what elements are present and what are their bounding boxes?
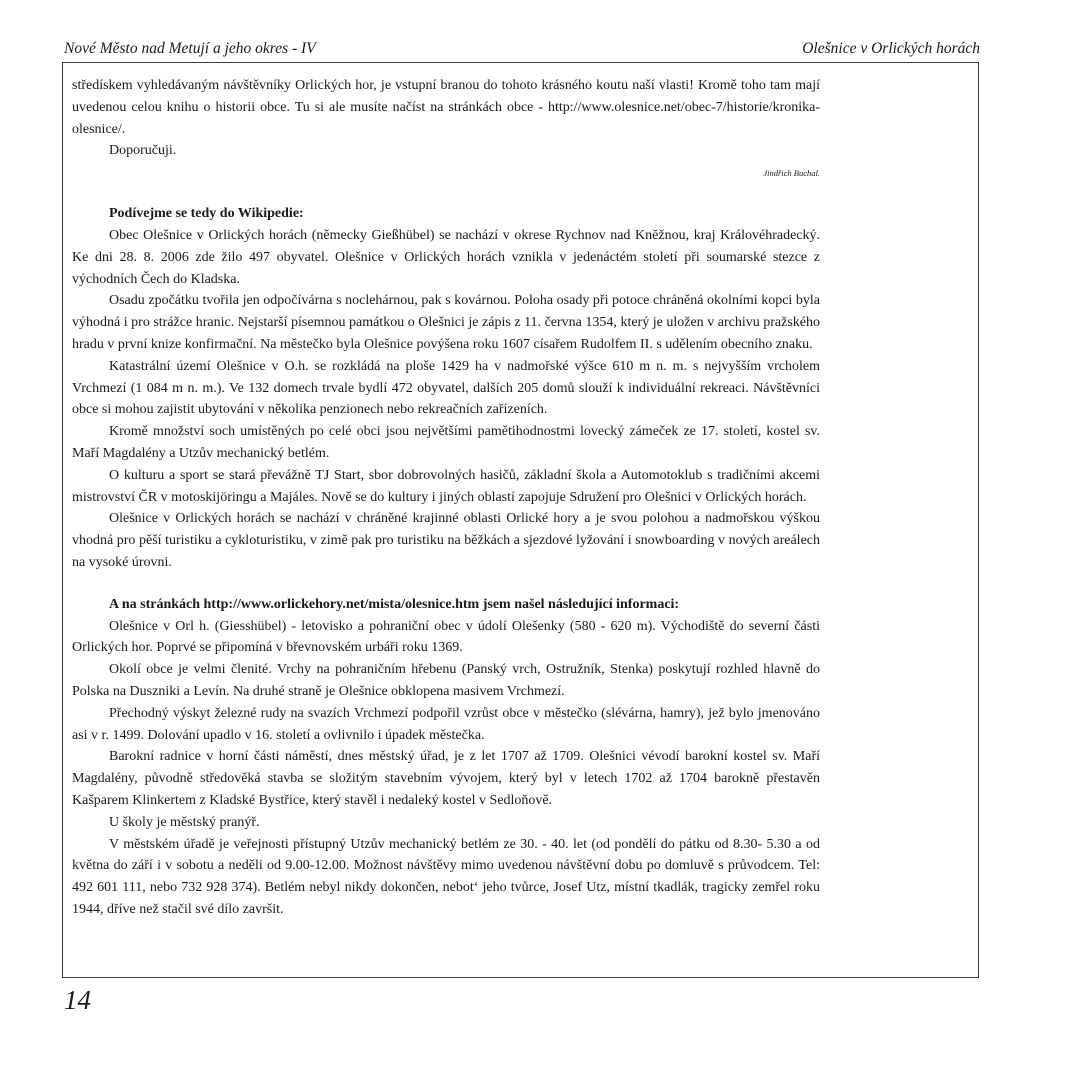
orlickehory-paragraph: V městském úřadě je veřejnosti přístupný Utzův mechanický betlém ze 30. - 40. let (od pondělí do pátku od 8.30- 5.30 a od května do září i v sobotu a neděli od 9.00-12.00. Možnost návštěvy mimo uvedenou návštěvní dobu po domluvě s průvodcem. Tel: 492 601 111, nebo 732 928 374). Betlém nebyl nikdy dokončen, nebot‘ jeho tvůrce, Josef Utz, místní tkadlák, tragicky zemřel roku 1944, dříve než stačil své dílo završit. bbox=[72, 836, 820, 917]
wikipedia-paragraph: Obec Olešnice v Orlických horách (německy Gießhübel) se nachází v okrese Rychnov nad Kněžnou, kraj Královéhradecký. Ke dni 28. 8. 2006 zde žilo 497 obyvatel. Olešnice v Orlických horách vznikla v jedenáctém století při soumarské stezce z východních Čech do Kladska. bbox=[72, 227, 820, 287]
intro-paragraph: středískem vyhledávaným návštěvníky Orlických hor, je vstupní branou do tohoto krásného koutu naší vlasti! Kromě toho tam mají uvedenou celou knihu o historii obce. Tu si ale musíte načíst na stránkách obce - http://www.olesnice.net/obec-7/historie/kronika-olesnice/. bbox=[72, 78, 820, 137]
wikipedia-paragraph: O kulturu a sport se stará převážně TJ Start, sbor dobrovolných hasičů, základní škola a Automotoklub s tradičními akcemi mistrovství ČR v motoskijöringu a Majáles. Nově se do kultury i jiných oblastí zapojuje Sdružení pro Olešnici v Orlických horách. bbox=[72, 467, 820, 505]
header-book-title: Nové Město nad Metují a jeho okres - IV bbox=[64, 40, 316, 57]
page-number: 14 bbox=[64, 985, 91, 1015]
orlickehory-paragraph: Přechodný výskyt železné rudy na svazích Vrchmezí podpořil vzrůst obce v městečko (slévárna, hamry), jež bylo jmenováno asi v r. 1499. Dolování upadlo v 16. století a ovlivnilo i úpadek městečka. bbox=[72, 705, 820, 743]
header-chapter-title: Olešnice v Orlických horách bbox=[802, 40, 980, 57]
article-body bbox=[72, 75, 820, 921]
orlickehory-paragraph: Barokní radnice v horní části náměstí, dnes městský úřad, je z let 1707 až 1709. Olešnici vévodí barokní kostel sv. Maří Magdalény, původně středověká stavba se složitým stavebním vývojem, který byl v letech 1702 až 1704 barokně přestavěn Kašparem Klinkertem z Kladské Bystřice, který stavěl i nedaleký kostel v Sedloňově. bbox=[72, 749, 820, 808]
wikipedia-paragraph: Katastrální území Olešnice v O.h. se rozkládá na ploše 1429 ha v nadmořské výšce 610 m n. m. s nejvyšším vrcholem Vrchmezí (1 084 m n. m.). Ve 132 domech trvale bydlí 472 obyvatel, dalších 205 domů slouží k individuální rekreaci. Návštěvníci obce si mohou zajistit ubytování v několika penzionech nebo rekreačních zařízeních. bbox=[72, 358, 820, 418]
orlickehory-heading: A na stránkách http://www.orlickehory.net/mista/olesnice.htm jsem našel následující informaci: bbox=[109, 596, 680, 612]
wikipedia-heading: Podívejme se tedy do Wikipedie: bbox=[109, 206, 304, 222]
running-header bbox=[64, 40, 980, 60]
wikipedia-paragraph: Osadu zpočátku tvořila jen odpočívárna s noclehárnou, pak s kovárnou. Poloha osady při potoce chráněná okolními kopci byla výhodná i pro strážce hranic. Nejstarší písemnou památkou o Olešnici je zápis z 11. června 1354, který je uložen v archivu pražského hradu v první knize konfirmační. Na městečko byla Olešnice povýšena roku 1607 císařem Rudolfem II. s udělením obecního znaku. bbox=[72, 293, 820, 352]
orlickehory-paragraph: Olešnice v Orl h. (Giesshübel) - letovisko a pohraniční obec v údolí Olešenky (580 - 620 m). Východiště do severní části Orlických hor. Poprvé se připomíná v břevnovském urbáři roku 1369. bbox=[72, 618, 820, 656]
orlickehory-paragraph: Okolí obce je velmi členité. Vrchy na pohraničním hřebenu (Panský vrch, Ostružník, Stenka) poskytují rozhled hlavně do Polska na Duszniki a Levín. Na druhé straně je Olešnice obklopena masivem Vrchmezí. bbox=[72, 662, 820, 699]
author-signature: Jindřich Buchal. bbox=[763, 168, 820, 179]
section-spacer bbox=[72, 574, 820, 594]
wikipedia-paragraph: Kromě množství soch umístěných po celé obci jsou největšími pamětihodnostmi lovecký zámeček ze 17. století, kostel sv. Maří Magdalény a Utzův mechanický betlém. bbox=[72, 424, 820, 461]
wikipedia-paragraph: Olešnice v Orlických horách se nachází v chráněné krajinné oblasti Orlické hory a je svou polohou a nadmořskou výškou vhodná pro pěší turistiku a cykloturistiku, v zimě pak pro turistiku na běžkách a sjezdové lyžování i snowboarding v nových areálech na vysoké úrovni. bbox=[72, 511, 820, 570]
intro-recommendation: Doporučuji. bbox=[109, 143, 177, 159]
orlickehory-paragraph: U školy je městský pranýř. bbox=[109, 814, 260, 830]
section-spacer bbox=[72, 178, 820, 203]
